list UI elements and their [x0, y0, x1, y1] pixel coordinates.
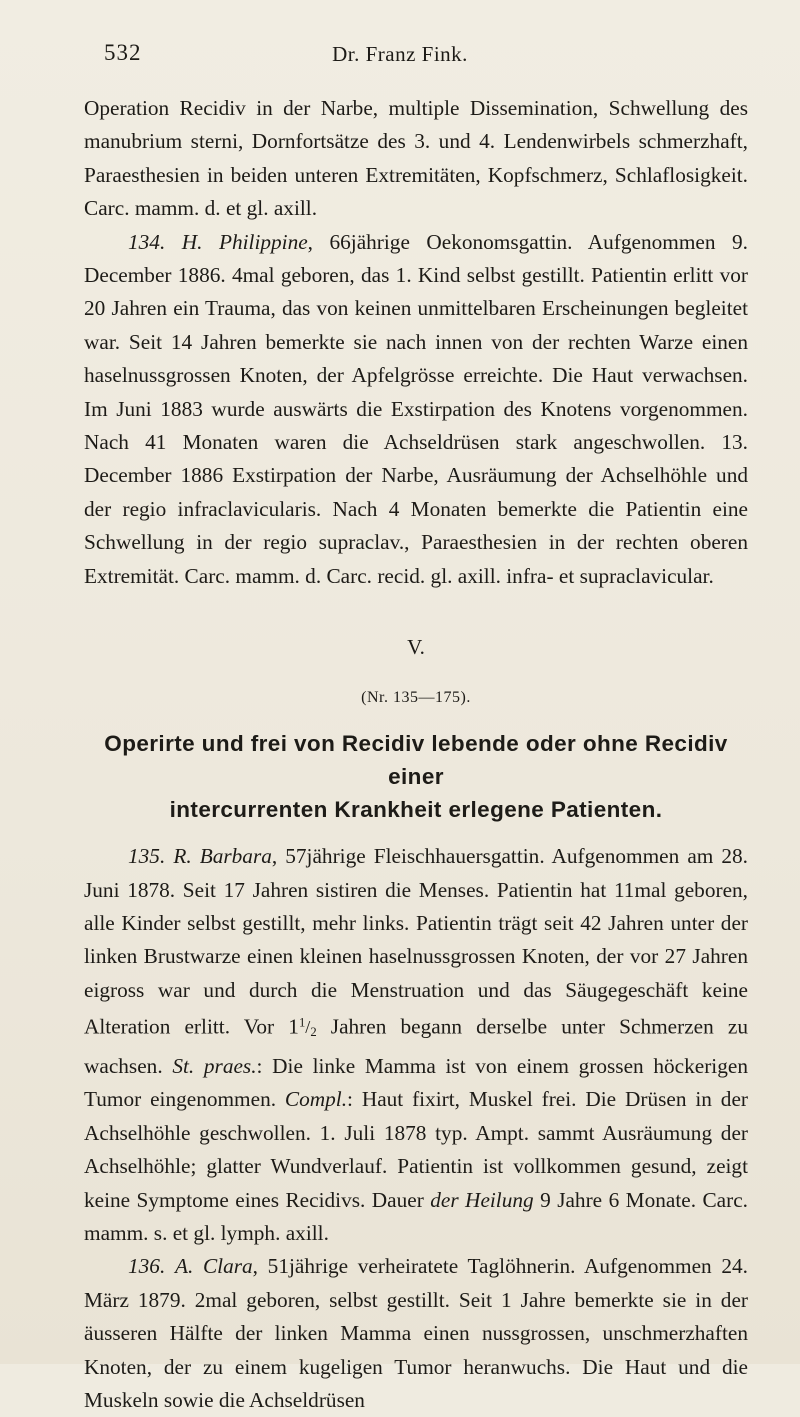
case-136-text: , 51jährige verheiratete Taglöhnerin. Aufgenommen 24. März 1879. 2mal geboren, selbst gestillt. Seit 1 Jahre bemerkte sie in der äusseren Hälfte der linken Mamma einen nussgrossen, unschmerzhaften Knoten, der zu einem kugeligen Tumor heranwuchs. Die Haut und die Muskeln sowie die Achseldrüsen [84, 1254, 748, 1413]
fraction-numerator: 1 [298, 1016, 306, 1031]
case-135-text-d: : Haut fixirt, Muskel frei. Die Drüsen in der Achselhöhle geschwollen. 1. Juli 1878 typ. Ampt. sammt Ausräumung der Achselhöhle; glatter Wundverlauf. Patientin ist vollkommen gesund, zeigt keine Symptome eines Recidivs. Dauer [84, 1087, 748, 1212]
heilung-label: der Heilung [430, 1187, 534, 1212]
fraction: $^1/_2$ [298, 1016, 317, 1040]
paragraph-continued: Operation Recidiv in der Narbe, multiple Dissemination, Schwellung des manubrium sterni, Dornfortsätze des 3. und 4. Lendenwirbels schmerzhaft, Paraesthesien in beiden unteren Extremitäten, Kopfschmerz, Schlaflosigkeit. Carc. mamm. d. et gl. axill. [84, 96, 748, 221]
case-136-name: A. Clara [174, 1254, 253, 1279]
st-praes-label: St. praes. [172, 1054, 257, 1079]
section-title-line-1: Operirte und frei von Recidiv lebende oder ohne Recidiv einer [104, 731, 728, 790]
case-134 [84, 226, 748, 593]
case-135-text-c: : Die linke Mamma ist von einem grossen höckerigen Tumor eingenommen. [84, 1054, 748, 1112]
case-134-number: 134. [128, 229, 166, 254]
fraction-denominator: 2 [310, 1025, 317, 1040]
running-head: Dr. Franz Fink. [332, 42, 468, 66]
case-135-text-e: 9 Jahre 6 Monate. Carc. mamm. s. et gl. lymph. axill. [84, 1187, 748, 1246]
page-header [0, 40, 800, 76]
case-136-number: 136. [128, 1254, 166, 1279]
case-135-name: R. Barbara [173, 844, 272, 869]
compl-label: Compl. [284, 1087, 348, 1112]
case-134-name: H. Philippine [181, 229, 308, 254]
case-135-number: 135. [128, 844, 166, 869]
case-134-text: , 66jährige Oekonomsgattin. Aufgenommen 9. December 1886. 4mal geboren, das 1. Kind selbst gestillt. Patientin erlitt vor 20 Jahren ein Trauma, das von keinen unmittelbaren Erscheinungen begleitet war. Seit 14 Jahren bemerkte sie nach innen von der rechten Warze einen haselnussgrossen Knoten, der Apfelgrösse erreichte. Die Haut verwachsen. Im Juni 1883 wurde auswärts die Exstirpation des Knotens vorgenommen. Nach 41 Monaten waren die Achseldrüsen stark angeschwollen. 13. December 1886 Exstirpation der Narbe, Ausräumung der Achselhöhle und der regio infraclavicularis. Nach 4 Monaten bemerkte die Patientin eine Schwellung in der regio supraclav., Paraesthesien in der rechten oberen Extremität. Carc. mamm. d. Carc. recid. gl. axill. infra- et supraclavicular. [84, 229, 748, 588]
case-135 [84, 840, 748, 1250]
page-body [84, 92, 748, 1417]
section-title [84, 727, 748, 826]
case-136 [84, 1250, 748, 1417]
case-135-text-b: Jahren begann derselbe unter Schmerzen zu wachsen. [84, 1014, 748, 1079]
case-135-text-a: , 57jährige Fleischhauersgattin. Aufgenommen am 28. Juni 1878. Seit 17 Jahren sistiren die Menses. Patientin hat 11mal geboren, alle Kinder selbst gestillt, mehr links. Patientin trägt seit 42 Jahren unter der linken Brustwarze einen kleinen haselnussgrossen Knoten, der vor 27 Jahren eigross war und durch die Menstruation und das Säugegeschäft keine Alteration erlitt. Vor 1 [84, 844, 748, 1039]
section-range: (Nr. 135—175). [361, 689, 471, 707]
section-number: V. [407, 635, 425, 660]
section-title-line-2: intercurrenten Krankheit erlegene Patienten. [169, 797, 663, 823]
page-number: 532 [104, 40, 142, 65]
